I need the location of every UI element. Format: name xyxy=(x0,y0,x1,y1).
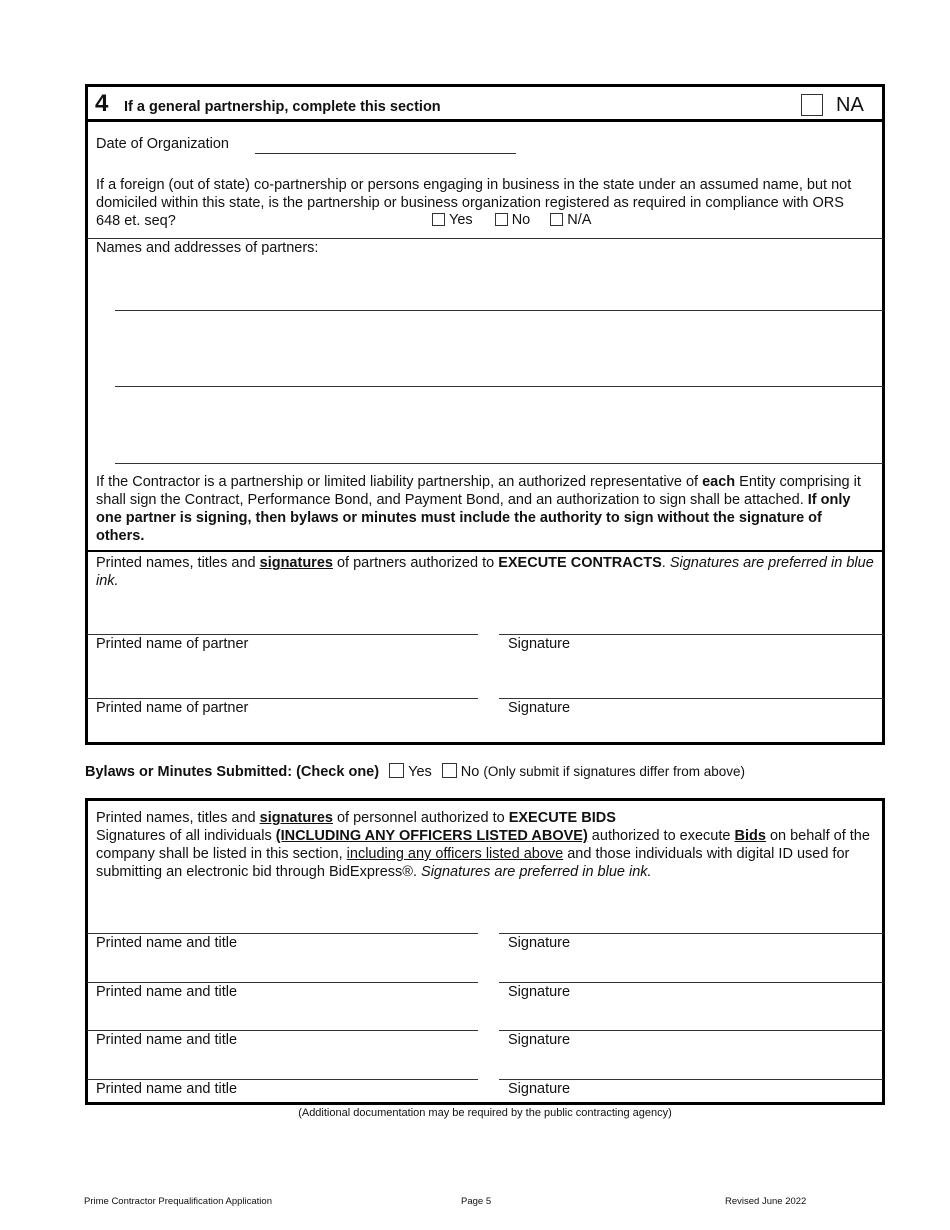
section-number: 4 xyxy=(95,90,109,117)
option-no[interactable]: No xyxy=(495,212,531,228)
foreign-registration-question: If a foreign (out of state) co-partnership or persons engaging in business in the state under an assumed name, but not domiciled within this state, is the partnership or business organization registered as required in compliance with ORS 648 et. seq? xyxy=(96,177,852,229)
bylaws-no-checkbox[interactable] xyxy=(442,763,457,778)
bid-name-line[interactable] xyxy=(87,933,478,934)
bid-signature-label: Signature xyxy=(508,1081,571,1097)
bid-signature-label: Signature xyxy=(508,1032,571,1048)
header-divider xyxy=(85,119,885,122)
date-of-organization-field[interactable] xyxy=(255,153,516,154)
bylaws-label: Bylaws or Minutes Submitted: (Check one) xyxy=(85,764,380,780)
printed-name-and-title-label: Printed name and title xyxy=(96,1032,238,1048)
option-na[interactable]: N/A xyxy=(550,212,591,228)
footer-page-number: Page 5 xyxy=(461,1196,492,1207)
option-yes[interactable]: Yes xyxy=(432,212,473,228)
divider xyxy=(87,550,883,552)
partner-signature-line[interactable] xyxy=(499,634,883,635)
bid-signature-line[interactable] xyxy=(499,1079,883,1080)
partner-signature-label: Signature xyxy=(508,700,571,716)
execute-contracts-instructions: Printed names, titles and signatures of partners authorized to EXECUTE CONTRACTS. Signatures are preferred in blue ink. xyxy=(96,555,874,589)
partner-address-line[interactable] xyxy=(115,310,883,311)
date-of-organization-label: Date of Organization xyxy=(96,136,229,152)
partner-name-line[interactable] xyxy=(87,634,478,635)
divider xyxy=(87,238,883,239)
partner-signature-label: Signature xyxy=(508,636,571,652)
printed-name-of-partner-label: Printed name of partner xyxy=(96,636,249,652)
bid-name-line[interactable] xyxy=(87,1079,478,1080)
bid-signature-label: Signature xyxy=(508,935,571,951)
execute-bids-instructions: Printed names, titles and signatures of personnel authorized to EXECUTE BIDS Signatures of all individuals (INCLUDING ANY OFFICERS LISTED ABOVE) authorized to execute Bids on behalf of the company shall be listed in this section, including any officers listed above and those individuals with digital ID used for submitting an electronic bid through BidExpress®. Signatures are preferred in blue ink. xyxy=(96,810,870,880)
na-checkbox[interactable] xyxy=(801,94,823,116)
additional-documentation-note: (Additional documentation may be required by the public contracting agency) xyxy=(298,1107,672,1119)
authorization-paragraph: If the Contractor is a partnership or limited liability partnership, an authorized representative of each Entity comprising it shall sign the Contract, Performance Bond, and Payment Bond, and an authorization to sign shall be attached. If only one partner is signing, then bylaws or minutes must include the authority to sign without the signature of others. xyxy=(96,474,861,544)
no-checkbox[interactable] xyxy=(495,213,508,226)
yes-checkbox[interactable] xyxy=(432,213,445,226)
bid-name-line[interactable] xyxy=(87,1030,478,1031)
footer-revision: Revised June 2022 xyxy=(725,1196,807,1207)
bid-signature-line[interactable] xyxy=(499,982,883,983)
bylaws-row xyxy=(85,763,745,780)
partner-address-line[interactable] xyxy=(115,463,883,464)
partner-name-line[interactable] xyxy=(87,698,478,699)
section-title: If a general partnership, complete this section xyxy=(124,99,441,115)
footer-left: Prime Contractor Prequalification Application xyxy=(84,1196,272,1207)
partner-signature-line[interactable] xyxy=(499,698,883,699)
bid-signature-line[interactable] xyxy=(499,933,883,934)
printed-name-and-title-label: Printed name and title xyxy=(96,935,238,951)
printed-name-and-title-label: Printed name and title xyxy=(96,1081,238,1097)
printed-name-and-title-label: Printed name and title xyxy=(96,984,238,1000)
partner-address-line[interactable] xyxy=(115,386,883,387)
bylaws-yes[interactable]: Yes xyxy=(389,764,432,780)
foreign-registration-options xyxy=(432,212,591,228)
bylaws-no[interactable]: No xyxy=(442,764,480,780)
bid-signature-label: Signature xyxy=(508,984,571,1000)
bid-signature-line[interactable] xyxy=(499,1030,883,1031)
printed-name-of-partner-label: Printed name of partner xyxy=(96,700,249,716)
na-label: NA xyxy=(836,94,864,116)
na-option-checkbox[interactable] xyxy=(550,213,563,226)
partners-label: Names and addresses of partners: xyxy=(96,240,319,256)
bid-name-line[interactable] xyxy=(87,982,478,983)
bylaws-note: (Only submit if signatures differ from above) xyxy=(483,764,745,779)
bylaws-yes-checkbox[interactable] xyxy=(389,763,404,778)
